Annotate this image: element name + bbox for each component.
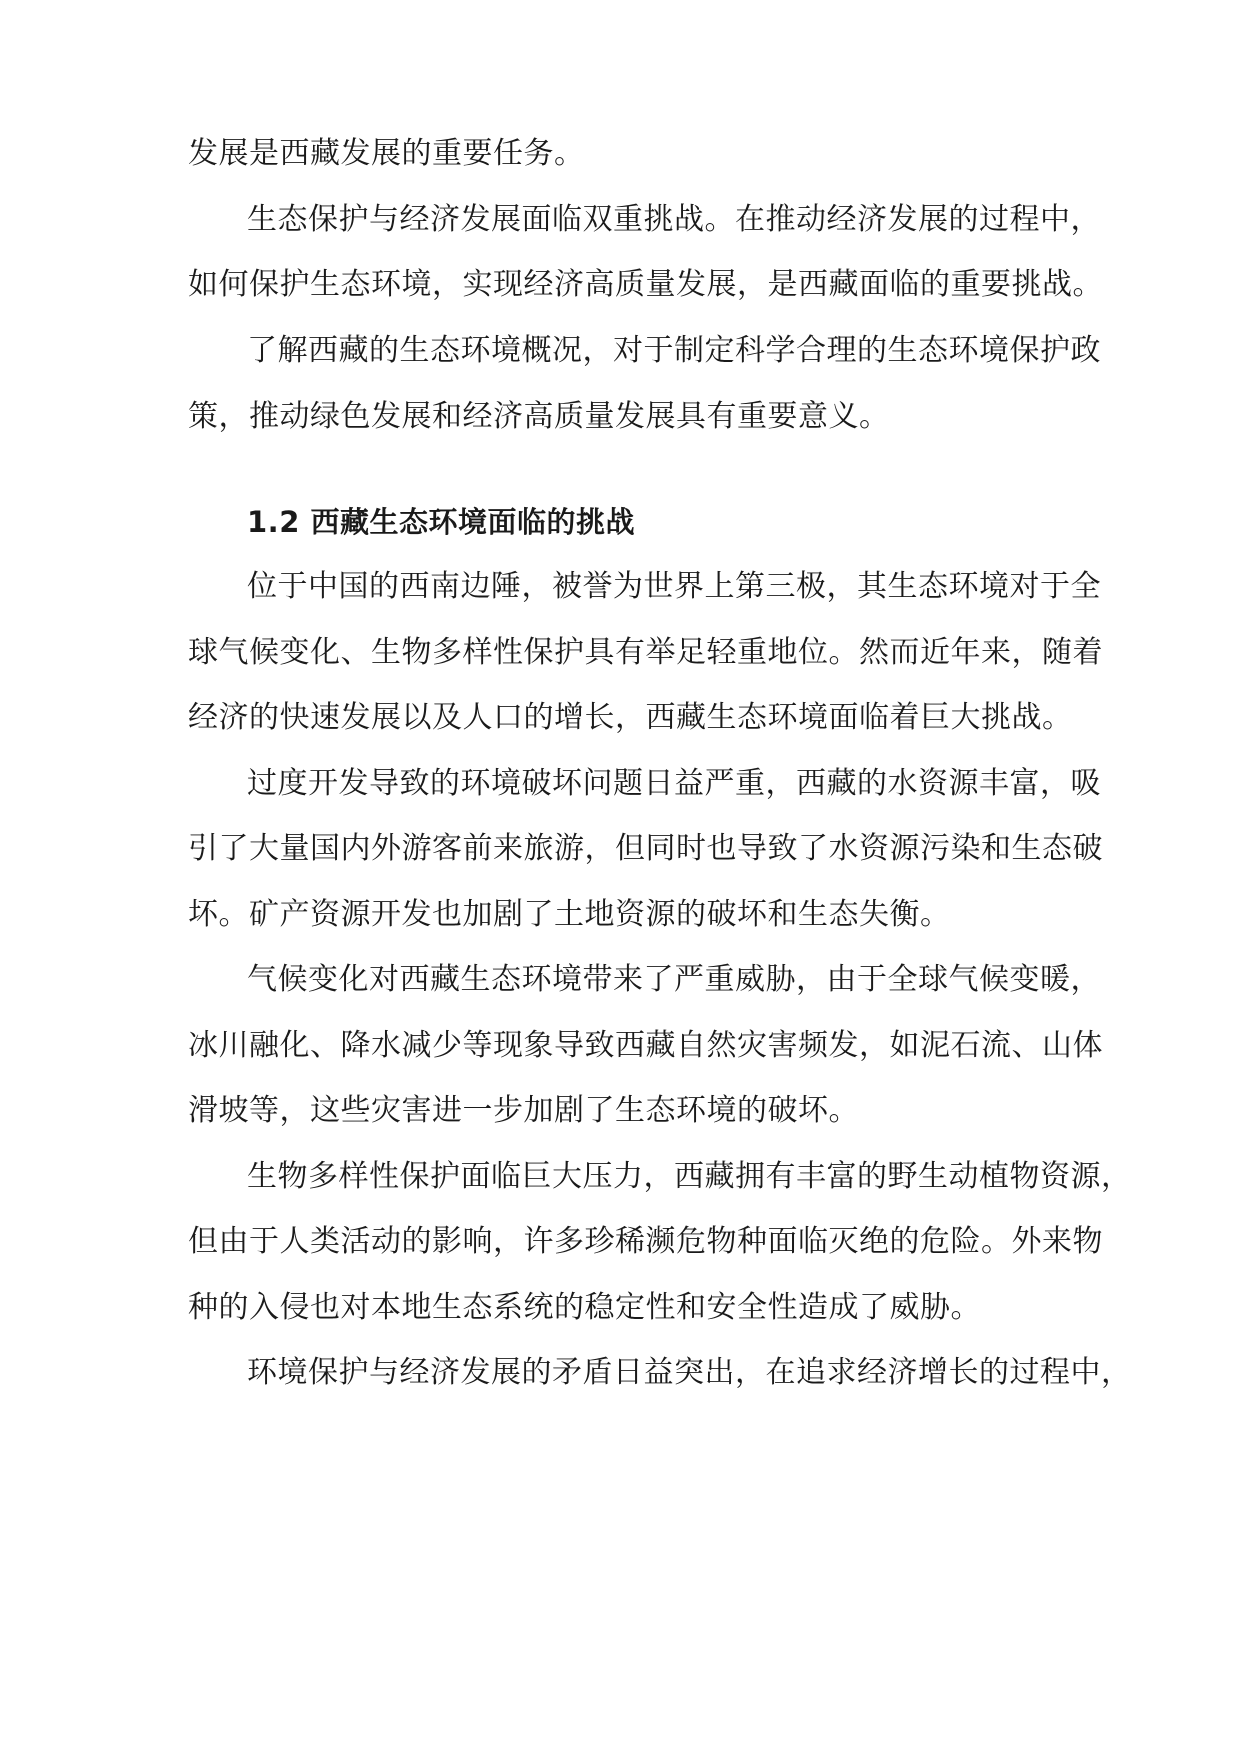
paragraph-line: 气候变化对西藏生态环境带来了严重威胁，由于全球气候变暖， [247, 962, 1101, 997]
paragraph-line: 坏。矿产资源开发也加剧了土地资源的破坏和生态失衡。 [188, 897, 951, 932]
section-heading: 1.2 西藏生态环境面临的挑战 [247, 505, 635, 539]
paragraph-line: 种的入侵也对本地生态系统的稳定性和安全性造成了威胁。 [188, 1290, 981, 1325]
paragraph-line: 滑坡等，这些灾害进一步加剧了生态环境的破坏。 [188, 1093, 859, 1128]
paragraph-line: 过度开发导致的环境破坏问题日益严重，西藏的水资源丰富，吸 [247, 766, 1101, 801]
paragraph-line: 但由于人类活动的影响，许多珍稀濒危物种面临灭绝的危险。外来物 [188, 1224, 1103, 1259]
paragraph-line: 引了大量国内外游客前来旅游，但同时也导致了水资源污染和生态破 [188, 831, 1103, 866]
paragraph-line: 如何保护生态环境，实现经济高质量发展，是西藏面临的重要挑战。 [188, 267, 1103, 302]
paragraph-line: 了解西藏的生态环境概况，对于制定科学合理的生态环境保护政 [247, 333, 1101, 368]
paragraph-line: 发展是西藏发展的重要任务。 [188, 136, 585, 171]
paragraph-line: 环境保护与经济发展的矛盾日益突出，在追求经济增长的过程中， [247, 1355, 1132, 1390]
paragraph-line: 球气候变化、生物多样性保护具有举足轻重地位。然而近年来，随着 [188, 635, 1103, 670]
paragraph-line: 冰川融化、降水减少等现象导致西藏自然灾害频发，如泥石流、山体 [188, 1028, 1103, 1063]
paragraph-line: 位于中国的西南边陲，被誉为世界上第三极，其生态环境对于全 [247, 569, 1101, 604]
paragraph-line: 策，推动绿色发展和经济高质量发展具有重要意义。 [188, 399, 890, 434]
paragraph-line: 生态保护与经济发展面临双重挑战。在推动经济发展的过程中， [247, 202, 1101, 237]
paragraph-line: 生物多样性保护面临巨大压力，西藏拥有丰富的野生动植物资源， [247, 1159, 1132, 1194]
paragraph-line: 经济的快速发展以及人口的增长，西藏生态环境面临着巨大挑战。 [188, 700, 1073, 735]
